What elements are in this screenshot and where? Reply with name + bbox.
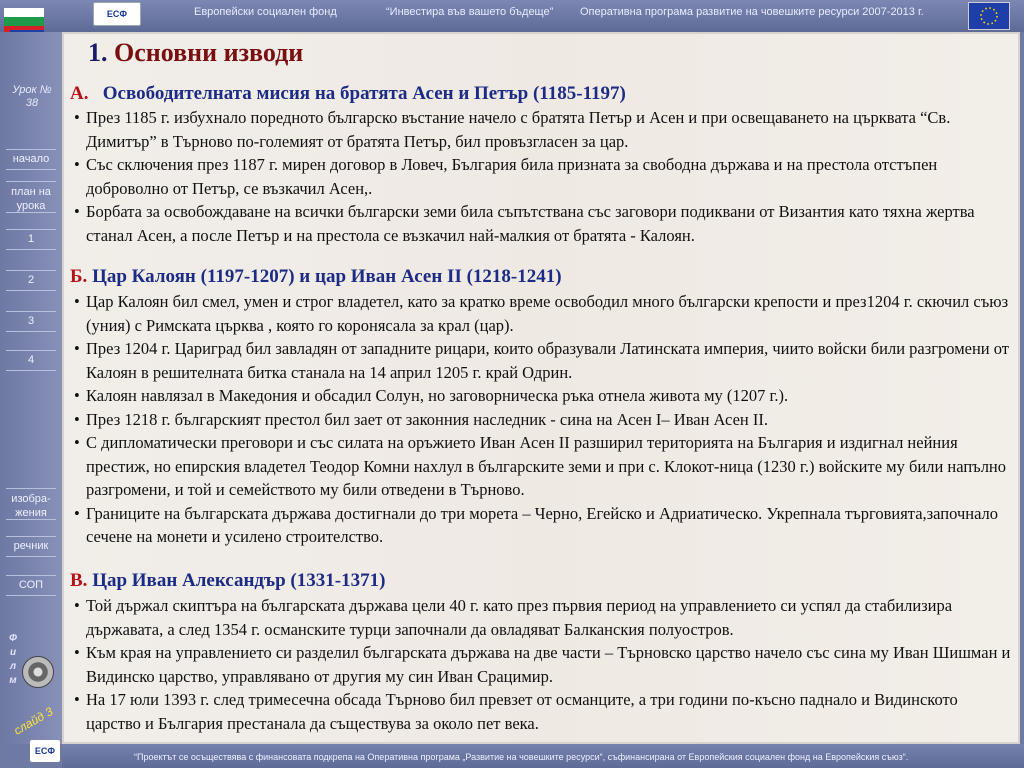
slide-number: слайд 3 xyxy=(11,704,56,738)
list-item: • На 17 юли 1393 г. след тримесечна обсада Търново бил превзет от османците, а три години по-късно паднало и Видинското царство и България престанала да съществува за около пет века. xyxy=(72,688,1012,735)
esf-small-logo: ЕСФ xyxy=(30,740,60,762)
nav-glossary[interactable]: речник xyxy=(6,536,56,557)
eu-flag-icon xyxy=(968,2,1010,30)
top-banner xyxy=(0,0,1024,32)
section-c-list xyxy=(72,594,1012,735)
header-program: Оперативна програма развитие на човешките ресурси 2007-2013 г. xyxy=(580,6,924,18)
list-item: • Той държал скиптъра на българската държава цели 40 г. като през първия период на управлението си успял да стабилизира държавата, а след 1354 г. османските турци започнали да овладяват Балканския полуостров. xyxy=(72,594,1012,641)
nav-section-1[interactable]: 1 xyxy=(6,229,56,250)
nav-section-3[interactable]: 3 xyxy=(6,311,56,332)
list-item: • Борбата за освобождаване на всички български земи била съпътствана със заговори подиквани от Византия като тяхна жертва станал Асен, а после Петър и на престола се възкачил най-малкия от братята - Калоян. xyxy=(72,200,1012,247)
footer-text: “Проектът се осъществява с финансовата подкрепа на Оперативна програма „Развитие на човешките ресурси“, съфинансирана от Европейския социален фонд на Европейския съюз“. xyxy=(134,752,909,762)
list-item: • Калоян навлязал в Македония и обсадил Солун, но заговорническа ръка отнела живота му (1207 г.). xyxy=(72,384,1012,408)
sidebar xyxy=(0,32,62,744)
section-a-heading: А. Освободителната мисия на братята Асен и Петър (1185-1197) xyxy=(70,83,626,104)
list-item: • Цар Калоян бил смел, умен и строг владетел, като за кратко време освободил много български крепости и през1204 г. скючил съюз (уния) с Римската църква , която го коронясала за крал (цар). xyxy=(72,290,1012,337)
film-label[interactable]: Ф и л м xyxy=(9,633,17,686)
slide-title: 1. Основни изводи xyxy=(88,38,304,67)
nav-sop[interactable]: СОП xyxy=(6,575,56,596)
list-item: • С дипломатически преговори и със силата на оръжието Иван Асен II разширил територията на България и издигнал нейния престиж, но епирския владетел Теодор Комни нахлул в българските земи и при с. Клокот-ница (1230 г.) войските му били напълно разгромени, и той и семейството му били отведени в Търново. xyxy=(72,431,1012,502)
nav-section-2[interactable]: 2 xyxy=(6,270,56,291)
list-item: • Границите на българската държава достигнали до три морета – Черно, Егейско и Адриатическо. Укрепнала търговията,започнало сечене на монети и усилено строителство. xyxy=(72,502,1012,549)
list-item: • Със сключения през 1187 г. мирен договор в Ловеч, България била призната за свободна държава и на престола отстъпен доброволно от Петър, се възкачил Асен,. xyxy=(72,153,1012,200)
list-item: • Към края на управлението си разделил българската държава на две части – Търновско царство начело със сина му Иван Шишман и Видинско царство, управлявано от другия му син Иван Срацимир. xyxy=(72,641,1012,688)
nav-lesson-plan[interactable]: план на урока xyxy=(6,181,56,213)
section-c-heading: В. Цар Иван Александър (1331-1371) xyxy=(70,570,386,591)
nav-images[interactable]: изобра-жения xyxy=(6,488,56,520)
lesson-label: Урок № 38 xyxy=(12,84,52,109)
section-a-list xyxy=(72,106,1012,247)
footer-banner xyxy=(62,744,1024,768)
section-b-list xyxy=(72,290,1012,549)
header-motto: “Инвестира във вашето бъдеще” xyxy=(386,6,554,18)
list-item: • През 1218 г. българският престол бил зает от законния наследник - сина на Асен I– Иван Асен II. xyxy=(72,408,1012,432)
section-b-heading: Б. Цар Калоян (1197-1207) и цар Иван Асен II (1218-1241) xyxy=(70,266,562,287)
list-item: • През 1204 г. Цариград бил завладян от западните рицари, които образували Латинската империя, чиито войски били разгромени от Калоян в решителната битка станала на 14 април 1205 г. край Одрин. xyxy=(72,337,1012,384)
nav-section-4[interactable]: 4 xyxy=(6,350,56,371)
nav-home[interactable]: начало xyxy=(6,149,56,170)
list-item: • През 1185 г. избухнало поредното българско въстание начело с братята Петър и Асен и при освещаването на църквата “Св. Димитър” в Търново по-големият от братята Петър, бил провъзгласен за цар. xyxy=(72,106,1012,153)
film-reel-icon[interactable] xyxy=(22,656,54,688)
header-fund: Европейски социален фонд xyxy=(194,6,337,18)
slide-content xyxy=(62,32,1020,744)
esf-logo: ЕСФ xyxy=(93,2,141,26)
